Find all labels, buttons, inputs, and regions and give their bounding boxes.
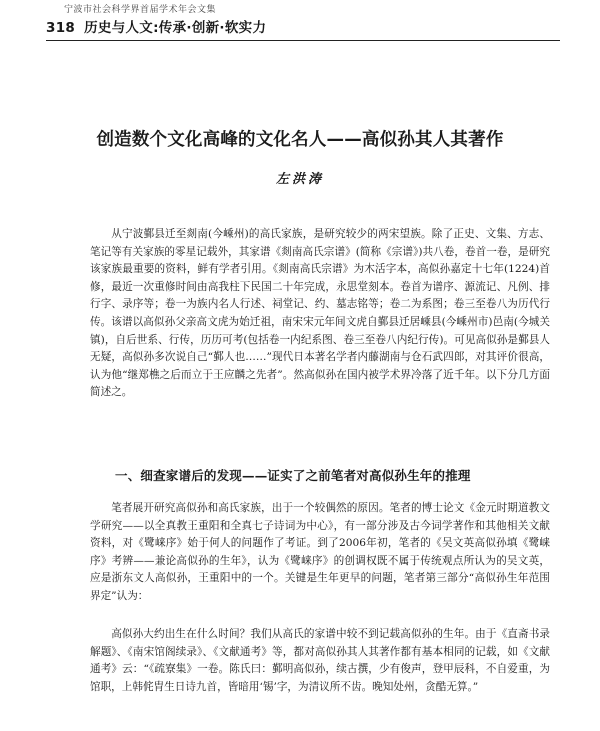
page-number: 318 — [46, 20, 76, 36]
section-heading: 一、细查家谱后的发现——证实了之前笔者对高似孙生年的推理 — [115, 468, 471, 483]
header-rule — [46, 40, 560, 41]
running-title: 历史与人文:传承·创新·软实力 — [84, 20, 267, 36]
intro-paragraph: 从宁波鄞县迁至剡南(今嵊州)的高氏家族，是研究较少的两宋望族。除了正史、文集、方志、笔记等有关家族的零星记载外，其家谱《剡南高氏宗谱》(简称《宗谱》)共八卷，卷首一卷，是研究该家族最重要的资料，鲜有学者引用。《剡南高氏宗谱》为木活字本，高似孙嘉定十七年(1224)首修，最近一次重修时间由高我柱下民国二十年完成，永思堂刻本。卷首为谱序、源流记、凡例、排行字、录序等；卷一为族内名人行述、祠堂记、约、墓志铭等；卷二为系图；卷三至卷八为历代行传。该谱以高似孙父亲高文虎为始迁祖，南宋宋元年间文虎自鄞县迁居嵊县(今嵊州市)邑南(今城关镇)，自后世系、行传，历历可考(包括卷一内纪系图、卷三至卷八内纪行传)。可见高似孙是鄞县人无疑，高似孙多次说自己“鄞人也……”现代日本著名学者内藤湖南与仓石武四郎，对其评价很高，认为他“继郑樵之后而立于王应麟之先者”。然高似孙在国内被学术界冷落了近千年。以下分几方面简述之。 — [90, 228, 550, 399]
section-body — [90, 500, 550, 606]
section-paragraph-2: 高似孙大约出生在什么时间？我们从高氏的家谱中较不到记载高似孙的生年。由于《直斋书录解题》、《南宋馆阁续录》、《文献通考》等，都对高似孙其人其著作都有基本相同的记载，如《文献通考》云：“《疏寮集》一卷。陈氏曰：鄞明高似孙，续古撰，少有俊声，登甲辰科，不自爱重，为馆职，上韩侂胄生日诗九首，皆暗用‘锡’字，为清议所不齿。晚知处州，贪酷无算。” — [90, 628, 550, 693]
running-header — [46, 16, 566, 36]
article-author: 左洪涛 — [275, 172, 324, 187]
intro-section — [90, 226, 550, 402]
article-title: 创造数个文化高峰的文化名人——高似孙其人其著作 — [96, 130, 504, 150]
section-body-quote — [90, 626, 550, 696]
series-title: 宁波市社会科学界首届学术年会文集 — [64, 5, 217, 15]
section-paragraph-1: 笔者展开研究高似孙和高氏家族，出于一个较偶然的原因。笔者的博士论文《金元时期道教文学研究——以全真教王重阳和全真七子诗词为中心》，有一部分涉及古今词学著作和其他相关文献资料，对《鹭崃序》始于何人的问题作了考证。到了2006年初，笔者的《吴文英高似孙填《鹭崃序》考辨——兼论高似孙的生年》，认为《鹭崃序》的创调权既不属于传统观点所认为的吴文英，应是浙东文人高似孙，王重阳中的一个。关键是生年更早的问题，笔者第三部分“高似孙生年范围界定”认为： — [90, 502, 550, 602]
